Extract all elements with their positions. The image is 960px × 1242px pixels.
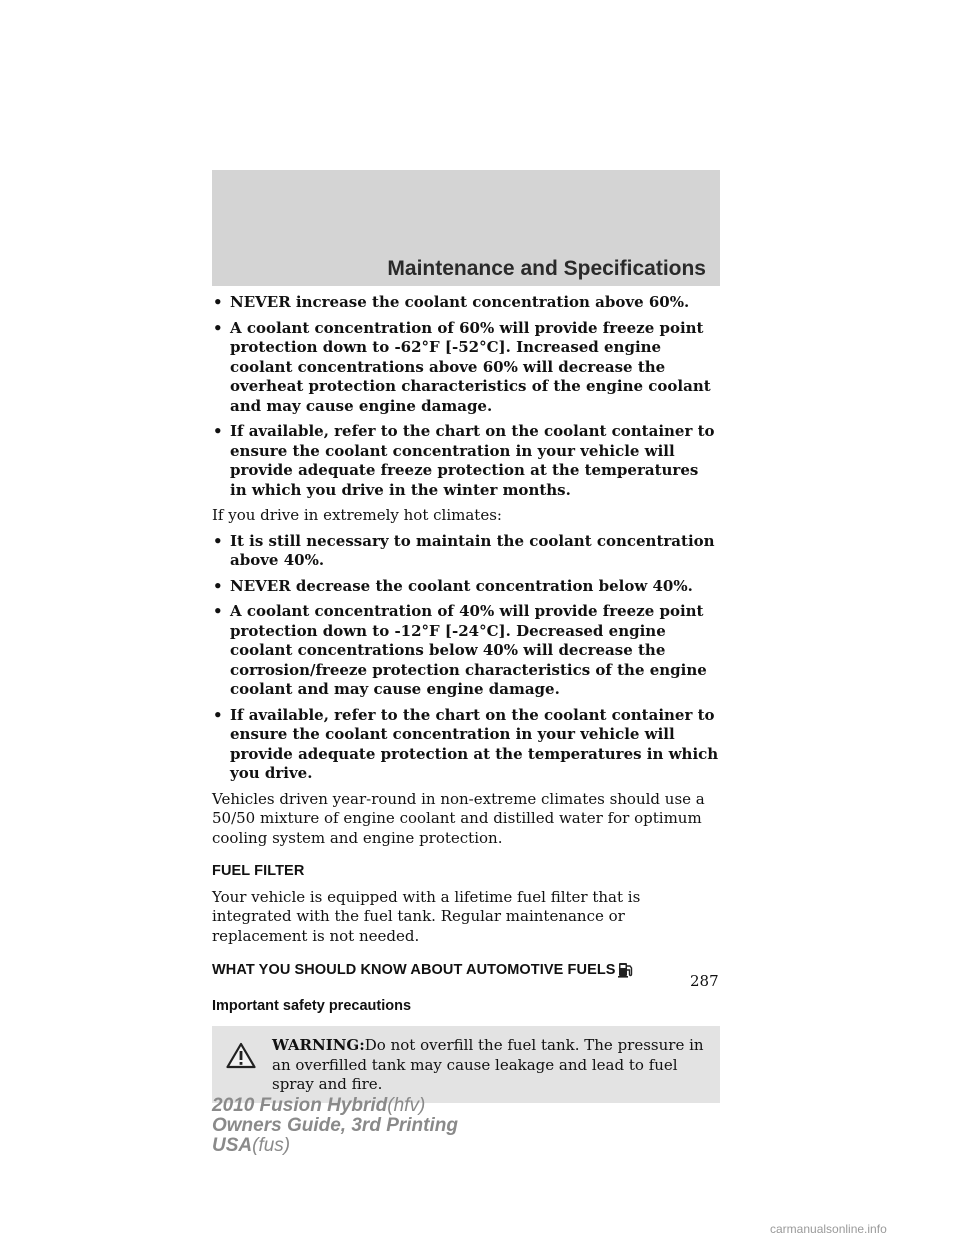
page-content bbox=[212, 293, 720, 1103]
bullet-icon: • bbox=[213, 705, 223, 724]
bullet-icon: • bbox=[213, 602, 223, 620]
list-item: • A coolant concentration of 60% will provide freeze point protection down to -62°F [-52°C]. Increased engine coolant concentrations above 60% will decrease the overheat protection characteristics of the engine coolant and may cause engine damage. bbox=[213, 318, 711, 415]
warning-label: WARNING: bbox=[272, 1036, 365, 1054]
footer-line-3: USA(fus) bbox=[212, 1135, 291, 1156]
watermark-text: carmanualsonline.info bbox=[770, 1222, 887, 1236]
footer-line-2: Owners Guide, 3rd Printing bbox=[212, 1115, 458, 1136]
chapter-title: Maintenance and Specifications bbox=[387, 257, 706, 280]
fuel-filter-text: Your vehicle is equipped with a lifetime fuel filter that is integrated with the fuel tank. Regular maintenance or replacement is not needed. bbox=[212, 887, 641, 945]
list-item: • If available, refer to the chart on the coolant container to ensure the coolant concentration in your vehicle will provide adequate freeze protection at the temperatures in which you drive in the winter months. bbox=[213, 422, 715, 499]
list-item: • NEVER decrease the coolant concentration below 40%. bbox=[213, 576, 693, 595]
bullet-icon: • bbox=[213, 293, 223, 311]
bullet-icon: • bbox=[213, 318, 223, 337]
list-item: • NEVER increase the coolant concentration above 60%. bbox=[213, 293, 690, 311]
footer-line-1: 2010 Fusion Hybrid(hfv) bbox=[212, 1095, 426, 1116]
hot-climate-bullets bbox=[212, 532, 720, 784]
list-item: • A coolant concentration of 40% will provide freeze point protection down to -12°F [-24°C]. Decreased engine coolant concentrations below 40% will decrease the corrosion/freeze protection characteristics of the engine coolant and may cause engine damage. bbox=[213, 602, 707, 698]
automotive-fuels-heading-text: WHAT YOU SHOULD KNOW ABOUT AUTOMOTIVE FUELS bbox=[212, 962, 616, 978]
cold-climate-bullets bbox=[212, 293, 720, 500]
chapter-header-band bbox=[212, 170, 720, 286]
fuel-pump-icon bbox=[618, 960, 634, 985]
fuel-filter-heading: FUEL FILTER bbox=[212, 863, 305, 879]
safety-precautions-subheading: Important safety precautions bbox=[212, 997, 412, 1014]
automotive-fuels-heading bbox=[212, 960, 720, 985]
document-footer bbox=[212, 1096, 458, 1156]
list-item: • It is still necessary to maintain the coolant concentration above 40%. bbox=[213, 531, 715, 569]
warning-triangle-icon bbox=[226, 1042, 256, 1075]
page-number: 287 bbox=[690, 972, 719, 990]
bullet-icon: • bbox=[213, 531, 223, 550]
bullet-icon: • bbox=[213, 422, 223, 440]
warning-box bbox=[212, 1026, 720, 1103]
warning-text bbox=[272, 1036, 712, 1095]
list-item: • If available, refer to the chart on the coolant container to ensure the coolant concentration in your vehicle will provide adequate protection at the temperatures in which you drive. bbox=[213, 705, 719, 782]
mixture-paragraph: Vehicles driven year-round in non-extreme climates should use a 50/50 mixture of engine coolant and distilled water for optimum cooling system and engine protection. bbox=[212, 789, 705, 847]
hot-climate-intro: If you drive in extremely hot climates: bbox=[212, 506, 502, 524]
warning-message: Do not overfill the fuel tank. The pressure in an overfilled tank may cause leakage and lead to fuel spray and fire. bbox=[272, 1036, 704, 1093]
bullet-icon: • bbox=[213, 576, 223, 595]
